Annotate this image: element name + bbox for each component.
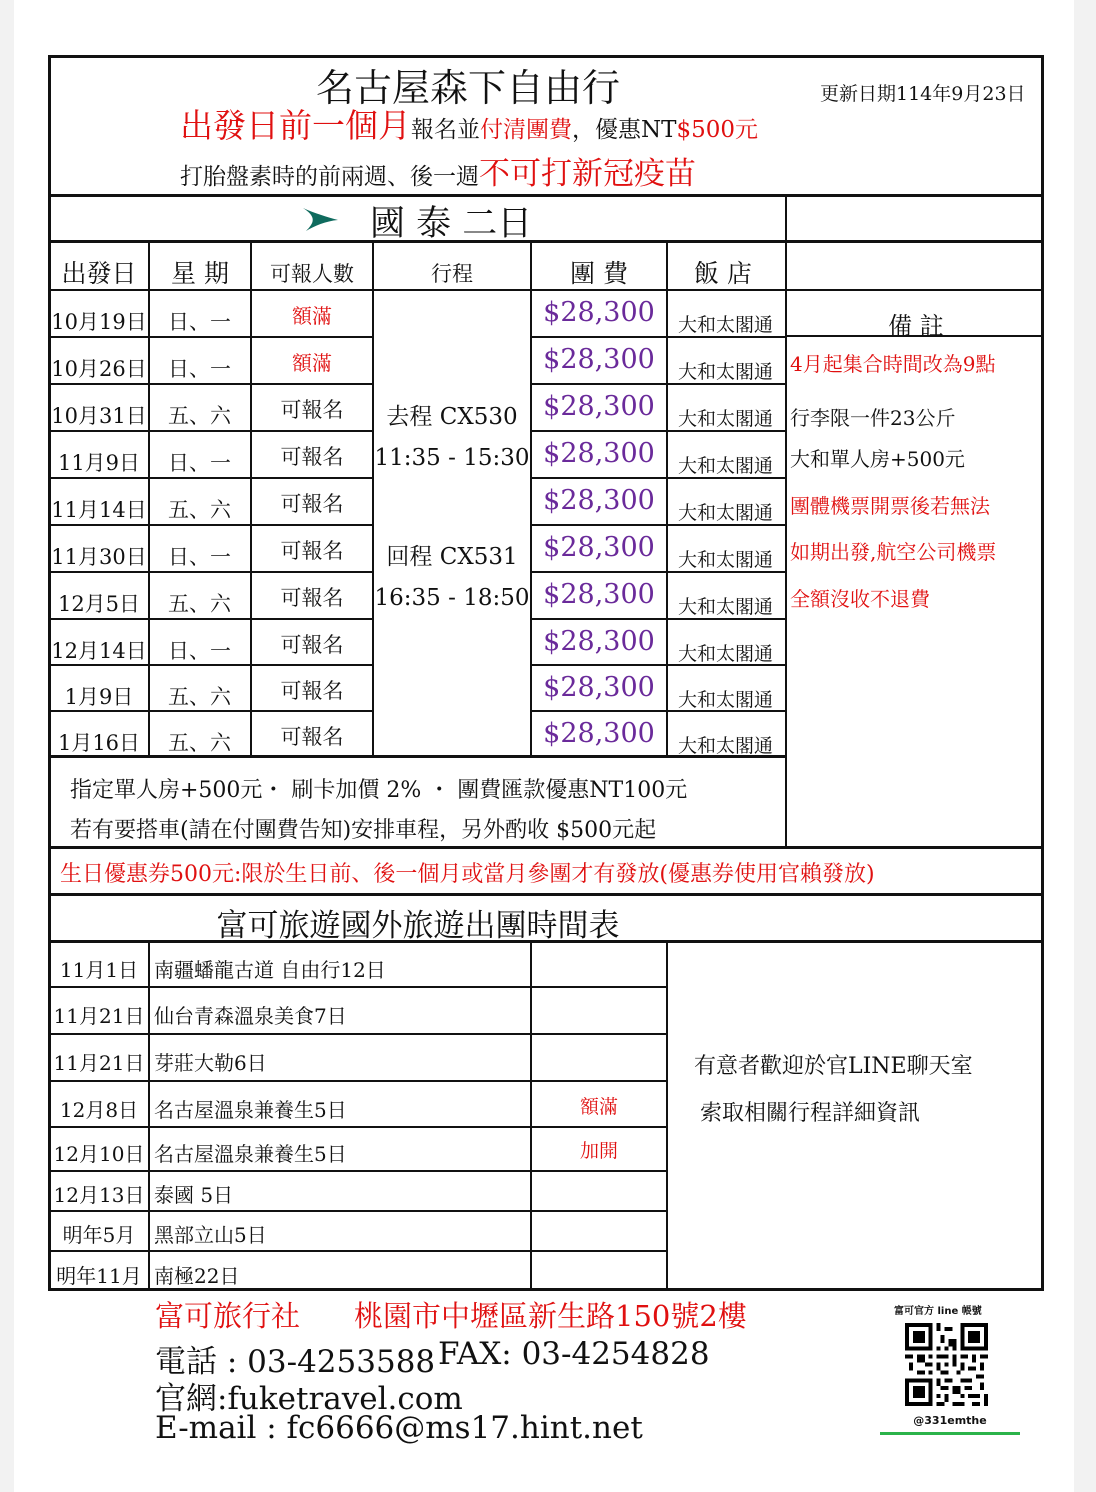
rule: [48, 755, 786, 758]
row-status: 額滿: [292, 351, 332, 375]
rule: [48, 1250, 666, 1252]
schedule-date: 12月10日: [53, 1142, 145, 1166]
row-status: 可報名: [280, 586, 344, 610]
remark-item: 團體機票開票後若無法: [790, 494, 990, 518]
page-edge-left: [0, 0, 14, 1492]
row-hotel: 大和太閣通: [678, 596, 774, 618]
row-weekday: 五、六: [168, 685, 231, 709]
row-price: $28,300: [543, 485, 655, 516]
row-weekday: 五、六: [168, 592, 231, 616]
schedule-title: 富可旅遊國外旅遊出團時間表: [216, 908, 620, 944]
row-hotel: 大和太閣通: [678, 735, 774, 757]
company-email[interactable]: E-mail : fc6666@ms17.hint.net: [155, 1410, 643, 1446]
row-weekday: 日、一: [168, 545, 231, 569]
promo-text: 報名並: [411, 117, 480, 143]
row-date: 1月9日: [64, 685, 134, 709]
rule: [48, 240, 1044, 243]
rule: [48, 524, 373, 526]
row-date: 10月19日: [51, 310, 147, 334]
col-header-price: 團 費: [570, 259, 628, 288]
remark-item: 4月起集合時間改為9點: [790, 352, 996, 376]
rule: [48, 846, 1044, 849]
remark-item: 全額沒收不退費: [790, 587, 930, 611]
row-status: 可報名: [280, 492, 344, 516]
row-price: $28,300: [543, 532, 655, 563]
schedule-trip: 南極22日: [154, 1264, 240, 1288]
rule: [48, 618, 373, 620]
schedule-trip: 泰國 5日: [154, 1183, 234, 1207]
schedule-trip: 仙台青森溫泉美食7日: [154, 1004, 347, 1028]
line-qr-code-icon[interactable]: [900, 1323, 993, 1406]
rule: [666, 240, 668, 755]
schedule-status: 加開: [579, 1140, 618, 1162]
schedule-date: 12月8日: [59, 1098, 139, 1122]
schedule-trip: 黑部立山5日: [154, 1223, 267, 1247]
schedule-date: 11月21日: [53, 1051, 145, 1075]
row-price: $28,300: [543, 391, 655, 422]
row-date: 1月16日: [57, 731, 141, 755]
row-price: $28,300: [543, 297, 655, 328]
row-date: 10月31日: [51, 404, 147, 428]
row-status: 可報名: [280, 539, 344, 563]
line-contact-note: 索取相關行程詳細資訊: [700, 1101, 921, 1126]
schedule-date: 11月21日: [53, 1004, 145, 1028]
row-status: 額滿: [292, 304, 332, 328]
row-price: $28,300: [543, 344, 655, 375]
rule: [148, 940, 150, 1291]
schedule-trip: 芽莊大勒6日: [154, 1051, 267, 1075]
company-phone: 電話 : 03-4253588: [155, 1344, 436, 1380]
row-status: 可報名: [280, 725, 344, 749]
rule: [48, 1170, 666, 1172]
row-weekday: 日、一: [168, 639, 231, 663]
promo-deadline: 出發日前一個月: [180, 106, 411, 145]
row-date: 12月14日: [51, 639, 147, 663]
rule: [785, 194, 787, 846]
vaccine-warning: 不可打新冠疫苗: [479, 156, 696, 192]
rule: [48, 1033, 666, 1035]
row-hotel: 大和太閣通: [678, 408, 774, 430]
row-weekday: 日、一: [168, 310, 231, 334]
col-header-hotel: 飯 店: [694, 259, 752, 288]
col-header-itinerary: 行程: [431, 262, 473, 286]
company-fax: FAX: 03-4254828: [438, 1336, 710, 1372]
note-line: 若有要搭車(請在付團費告知)安排車程，另外酌收 $500元起: [70, 818, 657, 843]
row-hotel: 大和太閣通: [678, 314, 774, 336]
row-weekday: 五、六: [168, 731, 231, 755]
row-date: 10月26日: [51, 357, 147, 381]
remark-item: 行李限一件23公斤: [790, 406, 956, 430]
note-line: 指定單人房+500元・ 刷卡加價 2% ・ 團費匯款優惠NT100元: [70, 778, 688, 803]
row-hotel: 大和太閣通: [678, 502, 774, 524]
vaccine-line: [180, 154, 696, 194]
page-edge-right: [1074, 0, 1096, 1492]
company-name: 富可旅行社: [155, 1299, 301, 1333]
rule: [48, 571, 373, 573]
rule: [48, 1210, 666, 1212]
rule: [48, 893, 1044, 896]
row-date: 11月30日: [51, 545, 147, 569]
company-website[interactable]: 官網:fuketravel.com: [155, 1381, 463, 1417]
qr-label: 富可官方 line 帳號: [894, 1306, 982, 1317]
cathay-logo-icon: [302, 205, 340, 233]
rule: [48, 477, 373, 479]
schedule-date: 明年5月: [62, 1223, 136, 1247]
row-date: 11月9日: [57, 451, 141, 475]
line-contact-note: 有意者歡迎於官LINE聊天室: [694, 1054, 973, 1079]
schedule-status: 額滿: [579, 1096, 618, 1118]
itinerary-outbound: 去程 CX530: [386, 404, 518, 430]
rule: [48, 1080, 666, 1082]
promo-discount: ，優惠NT: [572, 117, 677, 143]
row-hotel: 大和太閣通: [678, 361, 774, 383]
vaccine-text: 打胎盤素時的前兩週、後一週: [180, 164, 479, 190]
row-weekday: 日、一: [168, 357, 231, 381]
airline-title: 國 泰 二日: [370, 204, 533, 244]
row-status: 可報名: [280, 445, 344, 469]
promo-line: [180, 106, 758, 146]
row-hotel: 大和太閣通: [678, 549, 774, 571]
itinerary-outbound-time: 11:35 - 15:30: [374, 445, 530, 471]
row-date: 12月5日: [57, 592, 141, 616]
row-price: $28,300: [543, 626, 655, 657]
rule: [48, 1126, 666, 1128]
col-header-date: 出發日: [61, 259, 137, 288]
update-date: 更新日期114年9月23日: [820, 83, 1026, 105]
schedule-trip: 名古屋溫泉兼養生5日: [154, 1142, 347, 1166]
row-status: 可報名: [280, 633, 344, 657]
birthday-coupon-note: 生日優惠券500元:限於生日前、後一個月或當月參團才有發放(優惠券使用官賴發放): [60, 862, 875, 887]
line-handle-underline: [880, 1432, 1020, 1435]
schedule-date: 明年11月: [56, 1264, 142, 1288]
remark-item: 大和單人房+500元: [790, 447, 965, 471]
row-weekday: 日、一: [168, 451, 231, 475]
itinerary-return-time: 16:35 - 18:50: [374, 585, 530, 611]
row-hotel: 大和太閣通: [678, 643, 774, 665]
row-weekday: 五、六: [168, 404, 231, 428]
rule: [148, 240, 150, 755]
rule: [48, 986, 666, 988]
remark-item: 如期出發,航空公司機票: [790, 540, 997, 564]
rule: [48, 430, 373, 432]
rule: [48, 383, 373, 385]
promo-amount: $500元: [676, 117, 759, 143]
page-title: 名古屋森下自由行: [315, 66, 620, 110]
row-weekday: 五、六: [168, 498, 231, 522]
line-handle: @331emthe: [913, 1414, 987, 1427]
rule: [48, 194, 1044, 197]
rule: [786, 289, 1044, 291]
row-hotel: 大和太閣通: [678, 689, 774, 711]
row-price: $28,300: [543, 438, 655, 469]
row-price: $28,300: [543, 672, 655, 703]
row-price: $28,300: [543, 579, 655, 610]
rule: [372, 240, 374, 755]
rule: [666, 940, 668, 1291]
col-header-seats: 可報人數: [270, 262, 354, 286]
schedule-trip: 南疆蟠龍古道 自由行12日: [154, 958, 386, 982]
schedule-date: 11月1日: [59, 958, 139, 982]
itinerary-return: 回程 CX531: [386, 544, 518, 570]
company-address: 桃園市中壢區新生路150號2樓: [354, 1299, 747, 1333]
row-price: $28,300: [543, 718, 655, 749]
row-hotel: 大和太閣通: [678, 455, 774, 477]
schedule-trip: 名古屋溫泉兼養生5日: [154, 1098, 347, 1122]
remarks-header: 備 註: [888, 312, 944, 340]
row-date: 11月14日: [51, 498, 147, 522]
promo-paid: 付清團費: [480, 117, 572, 143]
rule: [48, 336, 373, 338]
schedule-date: 12月13日: [53, 1183, 145, 1207]
row-status: 可報名: [280, 398, 344, 422]
row-status: 可報名: [280, 679, 344, 703]
col-header-weekday: 星 期: [171, 259, 229, 288]
